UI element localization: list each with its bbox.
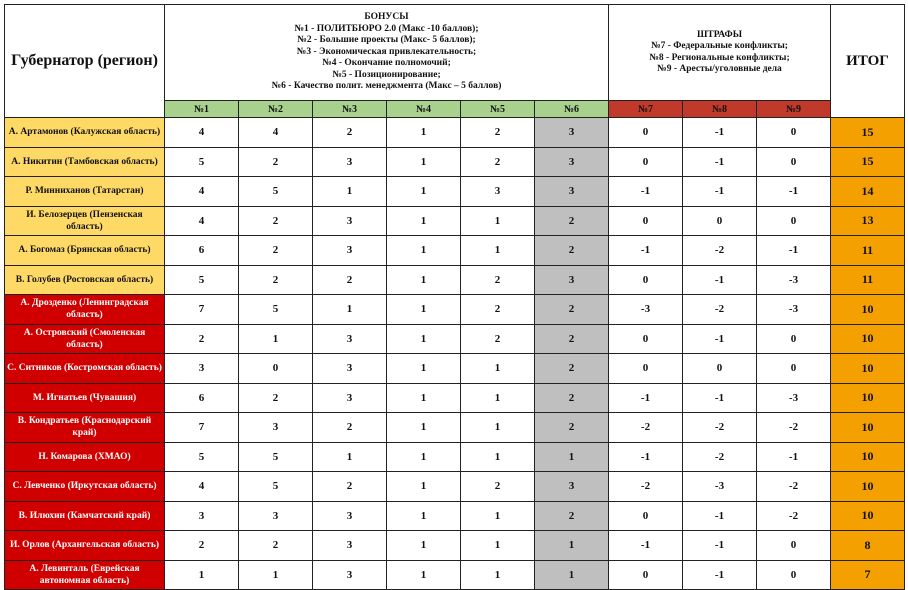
score-cell-5: 3 <box>461 177 535 207</box>
score-cell-8: -1 <box>683 147 757 177</box>
score-cell-2: 2 <box>239 383 313 413</box>
total-cell: 10 <box>831 295 905 325</box>
column-header-3: №3 <box>313 101 387 118</box>
table-row <box>5 118 905 148</box>
score-cell-7: 0 <box>609 265 683 295</box>
table-row <box>5 531 905 561</box>
bonus-criterion: №6 - Качество полит. менеджмента (Макс – 5 баллов) <box>271 81 502 92</box>
score-cell-1: 3 <box>165 501 239 531</box>
score-cell-2: 5 <box>239 472 313 502</box>
score-cell-7: 0 <box>609 354 683 384</box>
score-cell-3: 2 <box>313 118 387 148</box>
score-cell-7: 0 <box>609 501 683 531</box>
total-cell: 10 <box>831 354 905 384</box>
score-cell-1: 5 <box>165 442 239 472</box>
total-cell: 10 <box>831 472 905 502</box>
total-cell: 13 <box>831 206 905 236</box>
score-cell-6: 3 <box>535 472 609 502</box>
governor-name: Н. Комарова (ХМАО) <box>5 442 165 472</box>
score-cell-4: 1 <box>387 501 461 531</box>
column-header-6: №6 <box>535 101 609 118</box>
score-cell-2: 2 <box>239 265 313 295</box>
table-row <box>5 206 905 236</box>
score-cell-2: 2 <box>239 147 313 177</box>
score-cell-8: -3 <box>683 472 757 502</box>
score-cell-2: 0 <box>239 354 313 384</box>
score-cell-4: 1 <box>387 531 461 561</box>
score-cell-3: 3 <box>313 236 387 266</box>
score-cell-9: 0 <box>757 147 831 177</box>
score-cell-2: 1 <box>239 560 313 590</box>
score-cell-8: -2 <box>683 295 757 325</box>
total-cell: 10 <box>831 383 905 413</box>
score-cell-7: -1 <box>609 442 683 472</box>
score-cell-7: -2 <box>609 472 683 502</box>
score-cell-1: 7 <box>165 413 239 443</box>
total-cell: 8 <box>831 531 905 561</box>
score-cell-9: -3 <box>757 265 831 295</box>
score-cell-4: 1 <box>387 383 461 413</box>
total-cell: 14 <box>831 177 905 207</box>
score-cell-6: 3 <box>535 118 609 148</box>
score-cell-7: 0 <box>609 560 683 590</box>
score-cell-5: 2 <box>461 295 535 325</box>
score-cell-7: 0 <box>609 147 683 177</box>
fines-criterion: №8 - Региональные конфликты; <box>649 52 790 63</box>
fines-criterion: №9 - Аресты/уголовные дела <box>657 64 782 74</box>
score-cell-9: 0 <box>757 324 831 354</box>
score-cell-1: 4 <box>165 177 239 207</box>
score-cell-8: -1 <box>683 560 757 590</box>
score-cell-9: 0 <box>757 531 831 561</box>
column-header-2: №2 <box>239 101 313 118</box>
score-cell-8: -1 <box>683 383 757 413</box>
score-cell-8: 0 <box>683 354 757 384</box>
score-cell-8: -2 <box>683 236 757 266</box>
governor-name: А. Артамонов (Калужская область) <box>5 118 165 148</box>
bonus-title: БОНУСЫ <box>364 12 409 23</box>
fines-header <box>609 5 831 101</box>
score-cell-1: 4 <box>165 206 239 236</box>
governor-name: А. Левинталь (Еврейская автономная область) <box>5 560 165 590</box>
score-cell-9: -2 <box>757 413 831 443</box>
score-cell-3: 2 <box>313 472 387 502</box>
score-cell-7: 0 <box>609 324 683 354</box>
score-cell-5: 1 <box>461 236 535 266</box>
score-cell-4: 1 <box>387 206 461 236</box>
table-row <box>5 413 905 443</box>
score-cell-2: 3 <box>239 501 313 531</box>
score-cell-6: 2 <box>535 295 609 325</box>
score-cell-3: 3 <box>313 354 387 384</box>
score-cell-6: 2 <box>535 236 609 266</box>
governor-name: В. Илюхин (Камчатский край) <box>5 501 165 531</box>
governor-header <box>5 5 165 118</box>
score-cell-4: 1 <box>387 265 461 295</box>
total-cell: 10 <box>831 413 905 443</box>
score-cell-7: 0 <box>609 206 683 236</box>
score-cell-1: 2 <box>165 531 239 561</box>
score-cell-8: -2 <box>683 442 757 472</box>
score-cell-7: -1 <box>609 531 683 561</box>
score-cell-3: 3 <box>313 206 387 236</box>
score-cell-9: 0 <box>757 206 831 236</box>
score-cell-9: -1 <box>757 177 831 207</box>
score-cell-6: 3 <box>535 177 609 207</box>
total-header <box>831 5 905 118</box>
column-header-1: №1 <box>165 101 239 118</box>
score-cell-6: 2 <box>535 413 609 443</box>
score-cell-3: 3 <box>313 560 387 590</box>
score-cell-7: -3 <box>609 295 683 325</box>
score-cell-8: -1 <box>683 531 757 561</box>
score-cell-5: 1 <box>461 413 535 443</box>
score-cell-7: -1 <box>609 177 683 207</box>
governor-name: А. Богомаз (Брянская область) <box>5 236 165 266</box>
total-cell: 15 <box>831 118 905 148</box>
total-header-label: ИТОГ <box>846 52 889 69</box>
score-cell-8: -1 <box>683 324 757 354</box>
score-cell-4: 1 <box>387 324 461 354</box>
bonus-criterion: №4 - Окончание полномочий; <box>322 58 451 69</box>
score-cell-9: 0 <box>757 118 831 148</box>
score-cell-8: -1 <box>683 501 757 531</box>
score-cell-7: -1 <box>609 383 683 413</box>
total-cell: 7 <box>831 560 905 590</box>
total-cell: 10 <box>831 442 905 472</box>
score-cell-3: 2 <box>313 413 387 443</box>
score-cell-9: 0 <box>757 560 831 590</box>
bonus-criterion: №3 - Экономическая привлекательность; <box>296 46 477 57</box>
column-header-5: №5 <box>461 101 535 118</box>
score-cell-6: 3 <box>535 147 609 177</box>
score-cell-7: 0 <box>609 118 683 148</box>
table-row <box>5 295 905 325</box>
score-cell-4: 1 <box>387 472 461 502</box>
governor-header-label: Губернатор (регион) <box>11 52 158 69</box>
score-cell-8: -2 <box>683 413 757 443</box>
score-cell-5: 2 <box>461 324 535 354</box>
score-cell-4: 1 <box>387 236 461 266</box>
score-cell-8: -1 <box>683 177 757 207</box>
governor-name: М. Игнатьев (Чувашия) <box>5 383 165 413</box>
score-cell-5: 2 <box>461 147 535 177</box>
score-cell-4: 1 <box>387 354 461 384</box>
score-cell-4: 1 <box>387 147 461 177</box>
governor-name: А. Дрозденко (Ленинградская область) <box>5 295 165 325</box>
score-cell-4: 1 <box>387 295 461 325</box>
score-cell-6: 2 <box>535 324 609 354</box>
score-cell-1: 4 <box>165 118 239 148</box>
score-cell-6: 2 <box>535 354 609 384</box>
score-cell-6: 1 <box>535 531 609 561</box>
score-cell-1: 7 <box>165 295 239 325</box>
fines-criterion: №7 - Федеральные конфликты; <box>651 41 788 51</box>
score-cell-9: -2 <box>757 472 831 502</box>
score-cell-5: 2 <box>461 118 535 148</box>
table-row <box>5 501 905 531</box>
score-cell-3: 3 <box>313 531 387 561</box>
score-cell-5: 1 <box>461 501 535 531</box>
score-cell-1: 1 <box>165 560 239 590</box>
score-cell-5: 1 <box>461 442 535 472</box>
score-cell-4: 1 <box>387 118 461 148</box>
table-row <box>5 147 905 177</box>
table-row <box>5 265 905 295</box>
score-cell-5: 2 <box>461 472 535 502</box>
score-cell-8: 0 <box>683 206 757 236</box>
bonus-header <box>165 5 609 101</box>
score-cell-6: 1 <box>535 442 609 472</box>
score-cell-6: 2 <box>535 501 609 531</box>
table-row <box>5 560 905 590</box>
bonus-criterion: №1 - ПОЛИТБЮРО 2.0 (Макс -10 баллов); <box>294 23 479 34</box>
table-row <box>5 177 905 207</box>
fines-title: ШТРАФЫ <box>696 29 743 40</box>
table-row <box>5 236 905 266</box>
score-cell-6: 3 <box>535 265 609 295</box>
score-cell-3: 1 <box>313 177 387 207</box>
column-header-9: №9 <box>757 101 831 118</box>
score-cell-1: 5 <box>165 147 239 177</box>
score-cell-4: 1 <box>387 177 461 207</box>
score-cell-2: 2 <box>239 531 313 561</box>
score-cell-5: 2 <box>461 265 535 295</box>
governor-name: А. Никитин (Тамбовская область) <box>5 147 165 177</box>
score-cell-3: 3 <box>313 324 387 354</box>
score-cell-3: 1 <box>313 295 387 325</box>
score-cell-1: 5 <box>165 265 239 295</box>
score-cell-1: 3 <box>165 354 239 384</box>
score-cell-9: -2 <box>757 501 831 531</box>
score-cell-2: 3 <box>239 413 313 443</box>
governor-name: В. Кондратьев (Краснодарский край) <box>5 413 165 443</box>
score-cell-4: 1 <box>387 442 461 472</box>
score-cell-5: 1 <box>461 560 535 590</box>
governor-name: С. Левченко (Иркутская область) <box>5 472 165 502</box>
governor-name: И. Белозерцев (Пензенская область) <box>5 206 165 236</box>
bonus-criterion: №2 - Большие проекты (Макс- 5 баллов); <box>297 35 476 46</box>
bonus-criterion: №5 - Позиционирование; <box>332 69 441 80</box>
score-cell-9: -1 <box>757 442 831 472</box>
table-row <box>5 324 905 354</box>
table-row <box>5 442 905 472</box>
score-cell-9: -1 <box>757 236 831 266</box>
column-header-4: №4 <box>387 101 461 118</box>
governors-rating-table <box>4 4 905 590</box>
score-cell-6: 2 <box>535 383 609 413</box>
score-cell-7: -1 <box>609 236 683 266</box>
score-cell-1: 4 <box>165 472 239 502</box>
governor-name: С. Ситников (Костромская область) <box>5 354 165 384</box>
score-cell-6: 2 <box>535 206 609 236</box>
total-cell: 10 <box>831 501 905 531</box>
score-cell-9: -3 <box>757 383 831 413</box>
score-cell-2: 2 <box>239 236 313 266</box>
score-cell-5: 1 <box>461 354 535 384</box>
column-header-7: №7 <box>609 101 683 118</box>
score-cell-4: 1 <box>387 560 461 590</box>
total-cell: 11 <box>831 236 905 266</box>
score-cell-1: 6 <box>165 236 239 266</box>
score-cell-5: 1 <box>461 531 535 561</box>
score-cell-4: 1 <box>387 413 461 443</box>
column-header-8: №8 <box>683 101 757 118</box>
score-cell-2: 5 <box>239 295 313 325</box>
score-cell-2: 1 <box>239 324 313 354</box>
score-cell-2: 4 <box>239 118 313 148</box>
governor-name: И. Орлов (Архангельская область) <box>5 531 165 561</box>
score-cell-3: 1 <box>313 442 387 472</box>
total-cell: 11 <box>831 265 905 295</box>
score-cell-7: -2 <box>609 413 683 443</box>
governor-name: В. Голубев (Ростовская область) <box>5 265 165 295</box>
score-cell-3: 3 <box>313 501 387 531</box>
table-row <box>5 354 905 384</box>
score-cell-9: 0 <box>757 354 831 384</box>
score-cell-3: 3 <box>313 147 387 177</box>
total-cell: 10 <box>831 324 905 354</box>
score-cell-3: 3 <box>313 383 387 413</box>
score-cell-1: 6 <box>165 383 239 413</box>
score-cell-8: -1 <box>683 118 757 148</box>
score-cell-2: 5 <box>239 442 313 472</box>
score-cell-5: 1 <box>461 206 535 236</box>
score-cell-8: -1 <box>683 265 757 295</box>
score-cell-6: 1 <box>535 560 609 590</box>
total-cell: 15 <box>831 147 905 177</box>
governor-name: А. Островский (Смоленская область) <box>5 324 165 354</box>
score-cell-2: 2 <box>239 206 313 236</box>
table-row <box>5 472 905 502</box>
score-cell-2: 5 <box>239 177 313 207</box>
score-cell-9: -3 <box>757 295 831 325</box>
score-cell-1: 2 <box>165 324 239 354</box>
score-cell-3: 2 <box>313 265 387 295</box>
governor-name: Р. Минниханов (Татарстан) <box>5 177 165 207</box>
table-row <box>5 383 905 413</box>
score-cell-5: 1 <box>461 383 535 413</box>
